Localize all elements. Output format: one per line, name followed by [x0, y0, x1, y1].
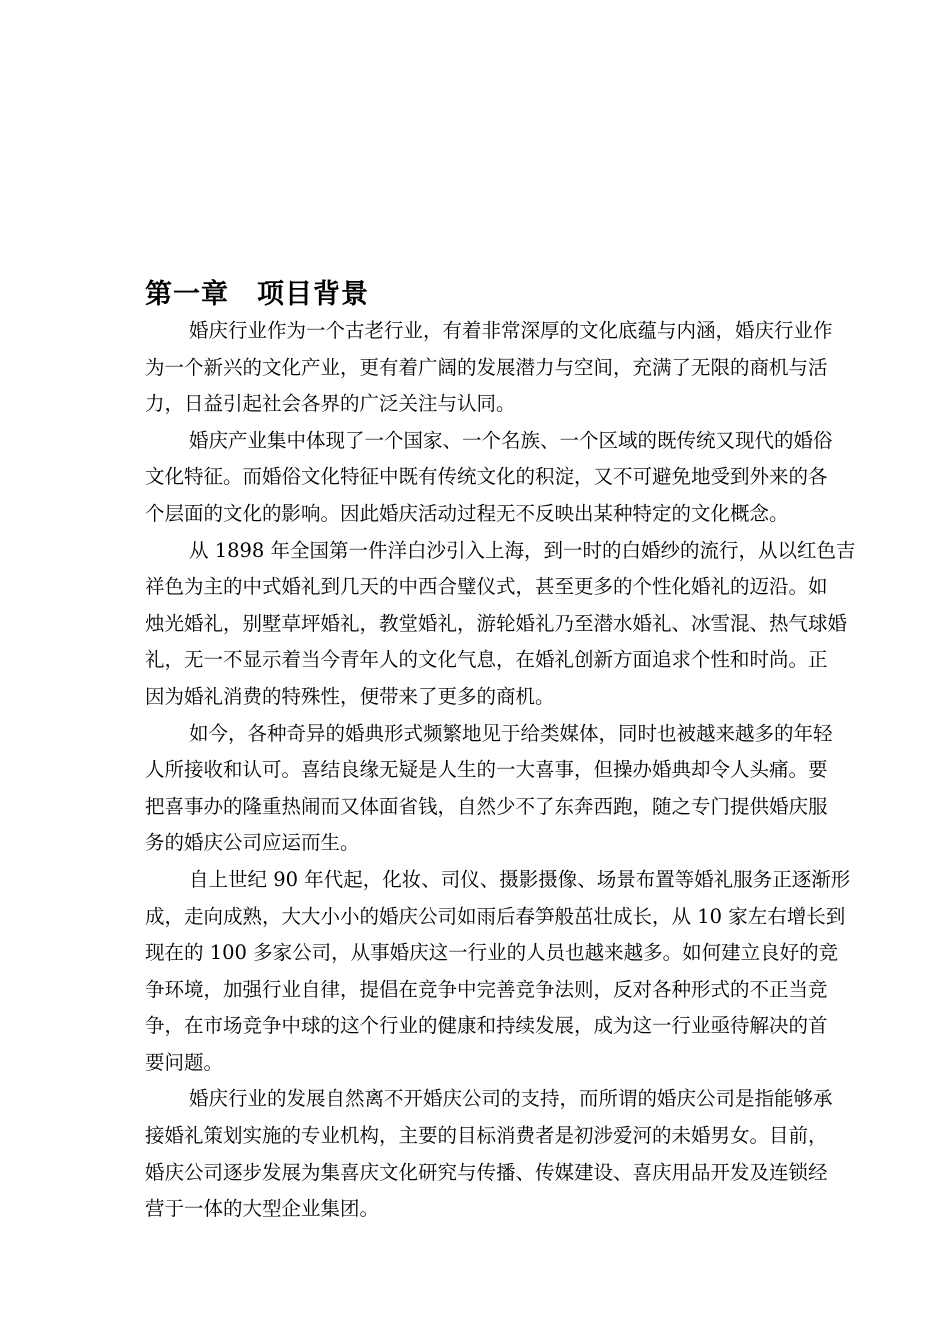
text-line: 婚庆行业作为一个古老行业，有着非常深厚的文化底蕴与内涵，婚庆行业作: [189, 319, 833, 342]
text-line: 婚庆产业集中体现了一个国家、一个名族、一个区域的既传统又现代的婚俗: [189, 428, 833, 452]
paragraph: [145, 313, 833, 423]
text-line: 祥色为主的中式婚礼到几天的中西合璧仪式，甚至更多的个性化婚礼的迈沿。如: [145, 575, 828, 599]
text-line: 烛光婚礼，别墅草坪婚礼，教堂婚礼，游轮婚礼乃至潜水婚礼、冰雪混、热气球婚: [145, 611, 848, 635]
text-line: 礼，无一不显示着当今青年人的文化气息，在婚礼创新方面追求个性和时尚。正: [145, 648, 828, 672]
text-line: 婚庆行业的发展自然离不开婚庆公司的支持，而所谓的婚庆公司是指能够承: [189, 1087, 833, 1111]
paragraph: [145, 716, 833, 862]
document-body: [145, 313, 856, 1228]
paragraph: [145, 423, 833, 533]
text-line: 力，日益引起社会各界的广泛关注与认同。: [145, 392, 516, 416]
text-line: 从 1898 年全国第一件洋白沙引入上海，到一时的白婚纱的流行，从以红色吉: [189, 538, 856, 562]
text-line: 成，走向成熟，大大小小的婚庆公司如雨后春笋般茁壮成长，从 10 家左右增长到: [145, 904, 846, 928]
text-line: 如今，各种奇异的婚典形式频繁地见于给类媒体，同时也被越来越多的年轻: [189, 721, 833, 745]
text-line: 把喜事办的隆重热闹而又体面省钱，自然少不了东奔西跑，随之专门提供婚庆服: [145, 794, 828, 818]
chapter-title: 第一章 项目背景: [145, 279, 369, 310]
paragraph: [145, 862, 851, 1082]
text-line: 婚庆公司逐步发展为集喜庆文化研究与传播、传媒建设、喜庆用品开发及连锁经: [145, 1160, 828, 1184]
text-line: 接婚礼策划实施的专业机构，主要的目标消费者是初涉爱河的未婚男女。目前，: [145, 1124, 828, 1148]
text-line: 文化特征。而婚俗文化特征中既有传统文化的积淀，又不可避免地受到外来的各: [145, 465, 828, 489]
paragraph: [145, 1081, 833, 1227]
text-line: 现在的 100 多家公司，从事婚庆这一行业的人员也越来越多。如何建立良好的竞: [145, 941, 839, 965]
text-line: 务的婚庆公司应运而生。: [145, 831, 360, 855]
text-line: 因为婚礼消费的特殊性，便带来了更多的商机。: [145, 684, 555, 708]
text-line: 争，在市场竞争中球的这个行业的健康和持续发展，成为这一行业亟待解决的首: [145, 1014, 828, 1038]
paragraph: [145, 533, 856, 716]
text-line: 为一个新兴的文化产业，更有着广阔的发展潜力与空间，充满了无限的商机与活: [145, 355, 828, 379]
text-line: 要问题。: [145, 1050, 224, 1074]
text-line: 人所接收和认可。喜结良缘无疑是人生的一大喜事，但操办婚典却令人头痛。要: [145, 758, 828, 782]
text-line: 个层面的文化的影响。因此婚庆活动过程无不反映出某种特定的文化概念。: [145, 501, 789, 525]
text-line: 营于一体的大型企业集团。: [145, 1197, 380, 1221]
text-line: 自上世纪 90 年代起，化妆、司仪、摄影摄像、场景布置等婚礼服务正逐渐形: [189, 867, 851, 891]
text-line: 争环境，加强行业自律，提倡在竞争中完善竞争法则，反对各种形式的不正当竞: [145, 977, 828, 1001]
